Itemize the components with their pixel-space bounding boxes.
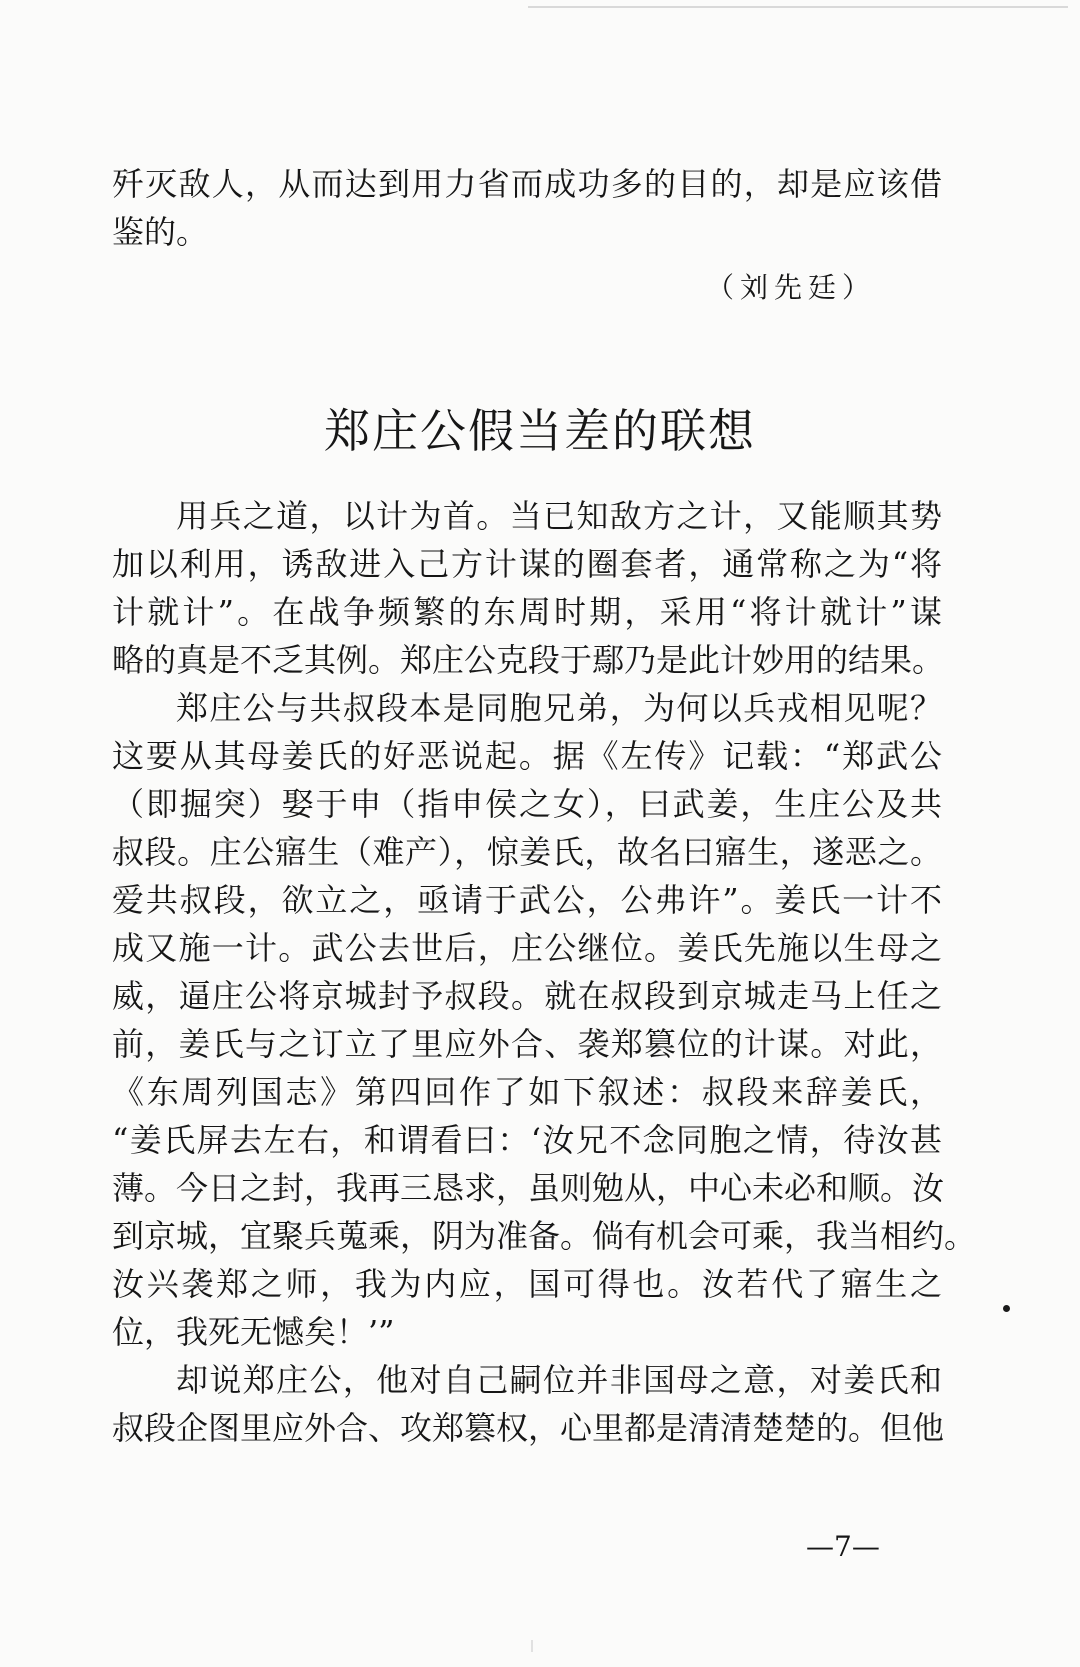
body-line-12: 前，姜氏与之订立了里应外合、袭郑篡位的计谋。对此， [112,1025,942,1063]
body-line-9: 爱共叔段，欲立之，亟请于武公，公弗许”。姜氏一计不 [112,881,942,919]
body-line-7: （即掘突）娶于申（指申侯之女），曰武姜，生庄公及共 [112,785,942,823]
scan-speck [1003,1305,1010,1312]
body-line-1: 用兵之道，以计为首。当已知敌方之计，又能顺其势 [176,497,942,535]
body-line-17: 汝兴袭郑之师，我为内应，国可得也。汝若代了寤生之 [112,1265,942,1303]
body-line-2: 加以利用，诱敌进入己方计谋的圈套者，通常称之为“将 [112,545,942,583]
author-credit: （刘先廷） [706,271,877,304]
scan-gutter-mark [531,1640,533,1652]
body-line-13: 《东周列国志》第四回作了如下叙述：叔段来辞姜氏， [112,1073,942,1111]
intro-line-1: 歼灭敌人，从而达到用力省而成功多的目的，却是应该借 [112,165,942,203]
body-line-16: 到京城，宜聚兵蒐乘，阴为准备。倘有机会可乘，我当相约。 [112,1217,977,1255]
body-line-5: 郑庄公与共叔段本是同胞兄弟，为何以兵戎相见呢？ [176,689,942,727]
body-line-18: 位，我死无憾矣！’” [112,1313,395,1351]
body-line-11: 威，逼庄公将京城封予叔段。就在叔段到京城走马上任之 [112,977,942,1015]
body-line-15: 薄。今日之封，我再三恳求，虽则勉从，中心未必和顺。汝 [112,1169,945,1207]
scan-edge-rule [528,6,1068,8]
article-title: 郑庄公假当差的联想 [324,404,756,458]
body-line-20: 叔段企图里应外合、攻郑篡权，心里都是清清楚楚的。但他 [112,1409,945,1447]
body-line-6: 这要从其母姜氏的好恶说起。据《左传》记载：“郑武公 [112,737,942,775]
body-line-8: 叔段。庄公寤生（难产），惊姜氏，故名曰寤生，遂恶之。 [112,833,942,871]
body-line-3: 计就计”。在战争频繁的东周时期，采用“将计就计”谋 [112,593,942,631]
body-line-10: 成又施一计。武公去世后，庄公继位。姜氏先施以生母之 [112,929,942,967]
body-line-4: 略的真是不乏其例。郑庄公克段于鄢乃是此计妙用的结果。 [112,641,945,679]
body-line-14: “姜氏屏去左右，和谓看曰：‘汝兄不念同胞之情，待汝甚 [112,1121,942,1159]
body-line-19: 却说郑庄公，他对自己嗣位并非国母之意，对姜氏和 [176,1361,942,1399]
intro-line-2: 鉴的。 [112,213,209,251]
page-number: —7— [806,1530,880,1563]
